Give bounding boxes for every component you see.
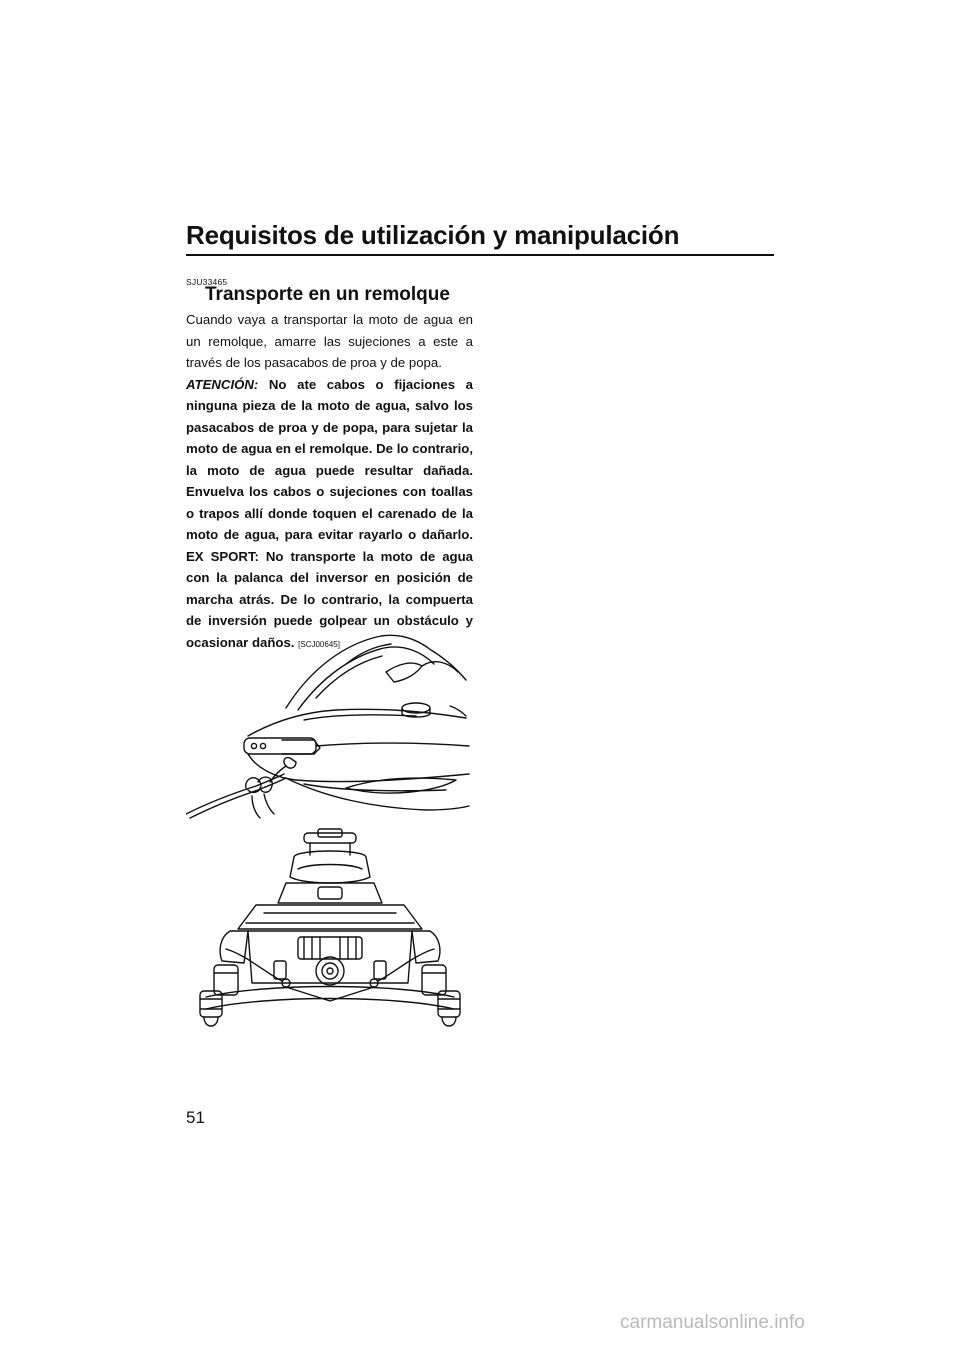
section-title: Transporte en un remolque — [205, 284, 450, 305]
page-header-title: Requisitos de utilización y manipulación — [186, 220, 680, 250]
header-rule — [186, 254, 774, 256]
body-paragraph: Cuando vaya a transportar la moto de agua en un remolque, amarre las sujeciones a este a través de los pasacabos de proa y de popa. — [186, 312, 473, 370]
caution-text: No ate cabos o fijaciones a ninguna pieza de la moto de agua, salvo los pasacabos de proa y de popa, para sujetar la moto de agua en el remolque. De lo contrario, la moto de agua puede resultar dañada. Envuelva los cabos o sujeciones con toallas o trapos allí donde toquen el carenado de la moto de agua, para evitar rayarlo o dañarlo. EX SPORT: No transporte la moto de agua con la palanca del inversor en posición de marcha atrás. De lo contrario, la compuerta de inversión puede golpear un obstáculo y ocasionar daños. — [186, 376, 473, 650]
watercraft-illustration — [186, 628, 473, 1028]
caution-label: ATENCIÓN: — [186, 376, 259, 392]
text-column — [186, 309, 473, 655]
bow-view-figure — [186, 635, 469, 818]
section-code: SJU33465 — [186, 277, 228, 287]
watermark-text: carmanualsonline.info — [620, 1312, 805, 1333]
stern-view-figure — [200, 829, 460, 1026]
page-number: 51 — [186, 1108, 205, 1127]
caution-code: [SCJ00645] — [298, 639, 340, 649]
caution-paragraph — [186, 374, 473, 656]
